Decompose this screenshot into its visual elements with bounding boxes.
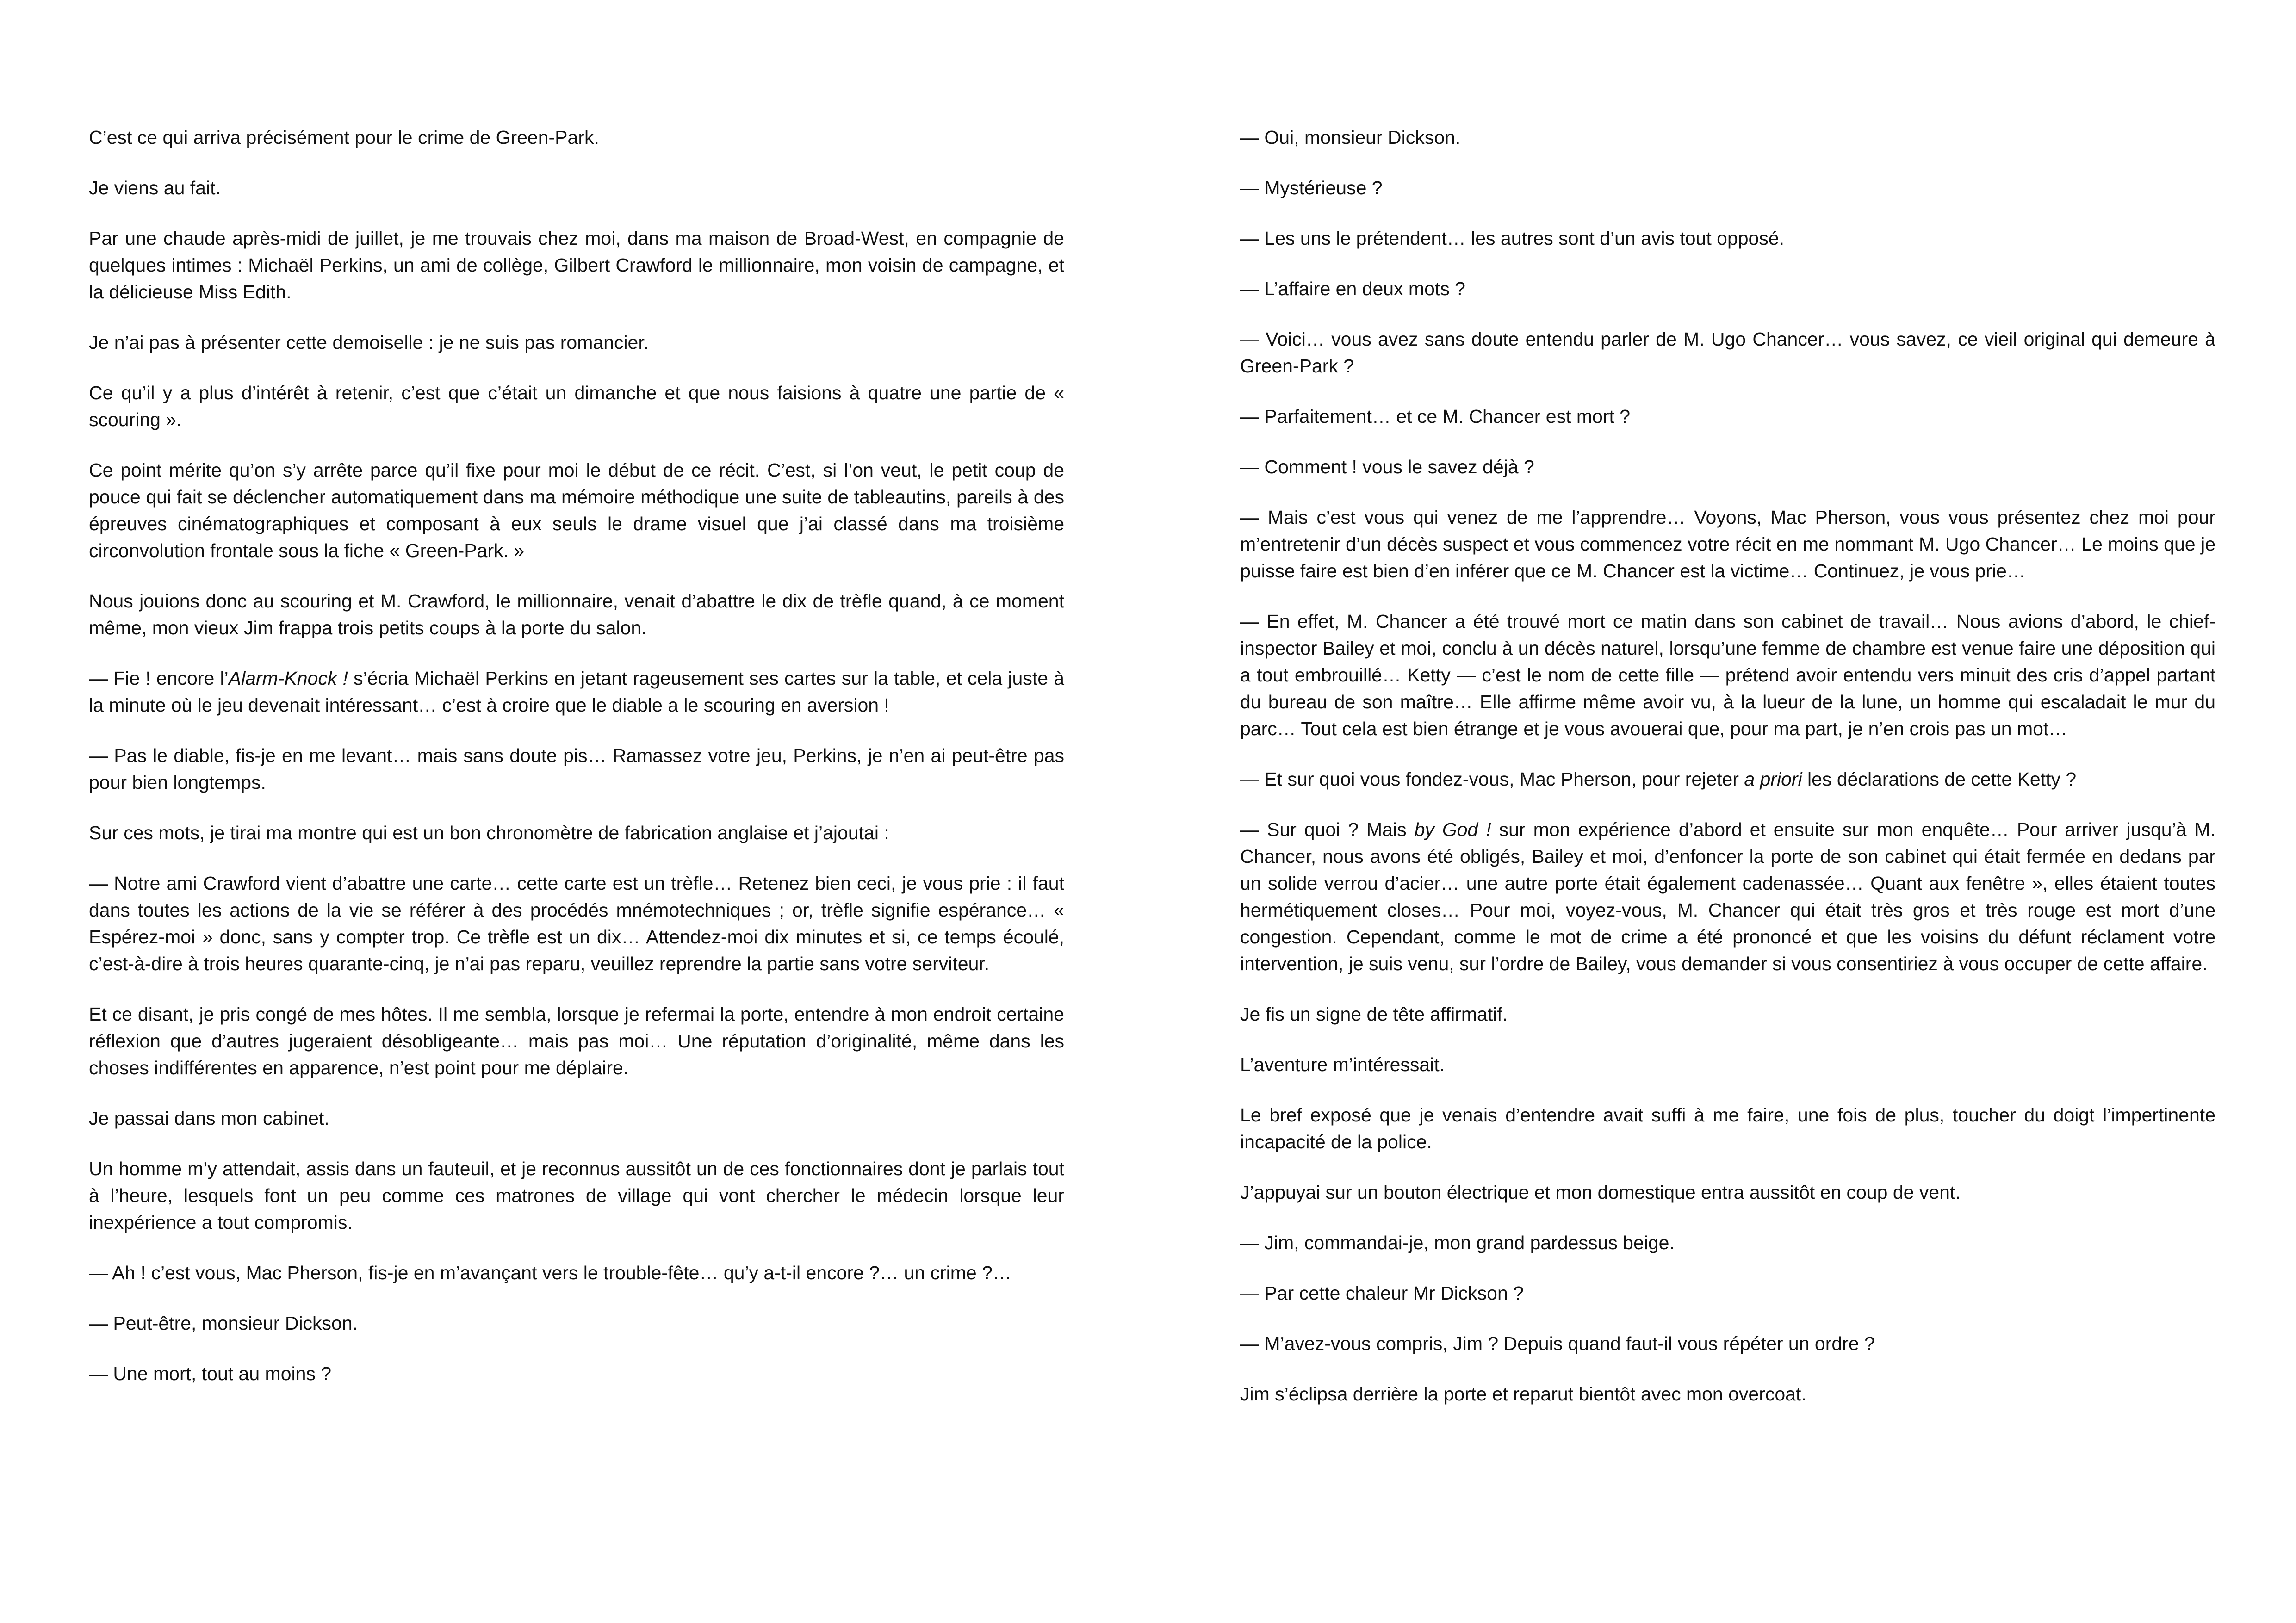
text-run: — Fie ! encore l’ [89,668,229,689]
paragraph [1240,403,2215,430]
text-run: Nous jouions donc au scouring et M. Crawford, le millionnaire, venait d’abattre le dix de trèfle quand, à ce moment même, mon vieux Jim frappa trois petits coups à la porte du salon. [89,590,1064,638]
text-run: — L’affaire en deux mots ? [1240,278,1465,299]
paragraph [89,457,1064,564]
paragraph [1240,453,2215,480]
text-run: — Et sur quoi vous fondez-vous, Mac Pherson, pour rejeter [1240,768,1744,790]
paragraph [89,1155,1064,1236]
paragraph [1240,1001,2215,1028]
text-run: — Parfaitement… et ce M. Chancer est mort ? [1240,406,1631,427]
paragraph [89,174,1064,201]
text-run: Et ce disant, je pris congé de mes hôtes. Il me sembla, lorsque je refermai la porte, entendre à mon endroit certaine réflexion que d’autres jugeraient désobligeante… mais pas moi… Une réputation d’originalité, même dans les choses indifférentes en apparence, n’est point pour me déplaire. [89,1004,1064,1078]
text-run: Ce point mérite qu’on s’y arrête parce qu’il fixe pour moi le début de ce récit. C’est, si l’on veut, le petit coup de pouce qui fait se déclencher automatiquement dans ma mémoire méthodique une suite de tableautins, pareils à des épreuves cinématographiques et composant à eux seuls le drame visuel que j’ai classé dans ma troisième circonvolution frontale sous la fiche « Green-Park. » [89,459,1064,561]
paragraph [1240,225,2215,252]
paragraph [89,329,1064,356]
paragraph [89,588,1064,641]
text-run: — Peut-être, monsieur Dickson. [89,1313,358,1334]
paragraph [89,819,1064,846]
text-run: — Mystérieuse ? [1240,177,1383,198]
paragraph [1240,766,2215,793]
paragraph [1240,1229,2215,1256]
paragraph [1240,1381,2215,1407]
text-run: — Mais c’est vous qui venez de me l’apprendre… Voyons, Mac Pherson, vous vous présentez chez moi pour m’entretenir d’un décès suspect et vous commencez votre récit en me nommant M. Ugo Chancer… Le moins que je puisse faire est bien d’en inférer que ce M. Chancer est la victime… Continuez, je vous prie… [1240,507,2215,582]
text-run: — Sur quoi ? Mais [1240,819,1415,840]
text-run: Je passai dans mon cabinet. [89,1108,329,1129]
paragraph [89,665,1064,719]
right-page-column [1240,124,2215,1431]
italic-text: by God ! [1414,819,1491,840]
paragraph [89,124,1064,151]
text-run: Je n’ai pas à présenter cette demoiselle : je ne suis pas romancier. [89,332,649,353]
text-run: — Une mort, tout au moins ? [89,1363,332,1384]
paragraph [1240,1330,2215,1357]
text-run: — Pas le diable, fis-je en me levant… mais sans doute pis… Ramassez votre jeu, Perkins, je n’en ai peut-être pas pour bien longtemps. [89,745,1064,793]
paragraph [89,1259,1064,1286]
paragraph [1240,1102,2215,1155]
paragraph [1240,326,2215,379]
paragraph [1240,1051,2215,1078]
italic-text: a priori [1744,768,1802,790]
text-run: — Ah ! c’est vous, Mac Pherson, fis-je en m’avançant vers le trouble-fête… qu’y a-t-il encore ?… un crime ?… [89,1262,1011,1283]
text-run: Je viens au fait. [89,177,221,198]
paragraph [89,379,1064,433]
text-run: Le bref exposé que je venais d’entendre avait suffi à me faire, une fois de plus, toucher du doigt l’impertinente incapacité de la police. [1240,1104,2215,1152]
paragraph [89,870,1064,977]
text-run: Par une chaude après-midi de juillet, je me trouvais chez moi, dans ma maison de Broad-West, en compagnie de quelques intimes : Michaël Perkins, un ami de collège, Gilbert Crawford le millionnaire, mon voisin de campagne, et la délicieuse Miss Edith. [89,228,1064,303]
paragraph [1240,1179,2215,1206]
text-run: C’est ce qui arriva précisément pour le crime de Green-Park. [89,127,599,148]
text-run: Un homme m’y attendait, assis dans un fauteuil, et je reconnus aussitôt un de ces fonctionnaires dont je parlais tout à l’heure, lesquels font un peu comme ces matrones de village qui vont chercher le médecin lorsque leur inexpérience a tout compromis. [89,1158,1064,1233]
text-run: Sur ces mots, je tirai ma montre qui est un bon chronomètre de fabrication anglaise et j’ajoutai : [89,822,889,843]
left-page-column [89,124,1064,1411]
paragraph [1240,816,2215,977]
text-run: Je fis un signe de tête affirmatif. [1240,1004,1508,1025]
paragraph [89,742,1064,796]
paragraph [1240,608,2215,742]
text-run: — Jim, commandai-je, mon grand pardessus beige. [1240,1232,1675,1253]
text-run: — Comment ! vous le savez déjà ? [1240,456,1534,477]
text-run: — Notre ami Crawford vient d’abattre une carte… cette carte est un trèfle… Retenez bien ceci, je vous prie : il faut dans toutes les actions de la vie se référer à des procédés mnémotechniques ; or, trèfle signifie espérance… « Espérez-moi » donc, sans y compter trop. Ce trèfle est un dix… Attendez-moi dix minutes et si, ce temps écoulé, c’est-à-dire à trois heures quarante-cinq, je n’ai pas reparu, veuillez reprendre la partie sans votre serviteur. [89,873,1064,974]
text-run: — Par cette chaleur Mr Dickson ? [1240,1282,1524,1304]
paragraph [89,1105,1064,1132]
paragraph [1240,275,2215,302]
paragraph [89,1310,1064,1337]
text-run: sur mon expérience d’abord et ensuite sur mon enquête… Pour arriver jusqu’à M. Chancer, nous avons été obligés, Bailey et moi, d’enfoncer la porte de son cabinet qui était fermée en dedans par un solide verrou d’acier… une autre porte était également cadenassée… Quant aux fenêtre », elles étaient toutes hermétiquement closes… Pour moi, voyez-vous, M. Chancer qui était très gros et très rouge est mort d’une congestion. Cependant, comme le mot de crime a été prononcé et que les voisins du défunt réclament votre intervention, je suis venu, sur l’ordre de Bailey, vous demander si vous consentiriez à vous occuper de cette affaire. [1240,819,2215,974]
text-run: L’aventure m’intéressait. [1240,1054,1445,1075]
text-run: — Les uns le prétendent… les autres sont d’un avis tout opposé. [1240,228,1785,249]
paragraph [89,1001,1064,1081]
paragraph [1240,124,2215,151]
text-run: les déclarations de cette Ketty ? [1802,768,2077,790]
paragraph [89,225,1064,305]
text-run: Jim s’éclipsa derrière la porte et reparut bientôt avec mon overcoat. [1240,1383,1806,1405]
paragraph [89,1360,1064,1387]
paragraph [1240,1280,2215,1307]
text-run: — M’avez-vous compris, Jim ? Depuis quand faut-il vous répéter un ordre ? [1240,1333,1875,1354]
text-run: — Voici… vous avez sans doute entendu parler de M. Ugo Chancer… vous savez, ce vieil original qui demeure à Green-Park ? [1240,328,2215,377]
text-run: — En effet, M. Chancer a été trouvé mort ce matin dans son cabinet de travail… Nous avions d’abord, le chief-inspector Bailey et moi, conclu à un décès naturel, lorsqu’une femme de chambre est venue faire une déposition qui a tout embrouillé… Ketty — c’est le nom de cette fille — prétend avoir entendu vers minuit des cris d’appel partant du bureau de son maître… Elle affirme même avoir vu, à la lueur de la lune, un homme qui escaladait le mur du parc… Tout cela est bien étrange et je vous avouerai que, pour ma part, je n’en crois pas un mot… [1240,611,2215,739]
paragraph [1240,174,2215,201]
text-run: s’écria Michaël Perkins en jetant rageusement ses cartes sur la table, et cela juste à la minute où le jeu devenait intéressant… c’est à croire que le diable a le scouring en aversion ! [89,668,1065,716]
italic-text: Alarm-Knock ! [228,668,348,689]
text-run: Ce qu’il y a plus d’intérêt à retenir, c’est que c’était un dimanche et que nous faisions à quatre une partie de « scouring ». [89,382,1064,430]
paragraph [1240,504,2215,584]
text-run: J’appuyai sur un bouton électrique et mon domestique entra aussitôt en coup de vent. [1240,1182,1961,1203]
text-run: — Oui, monsieur Dickson. [1240,127,1461,148]
